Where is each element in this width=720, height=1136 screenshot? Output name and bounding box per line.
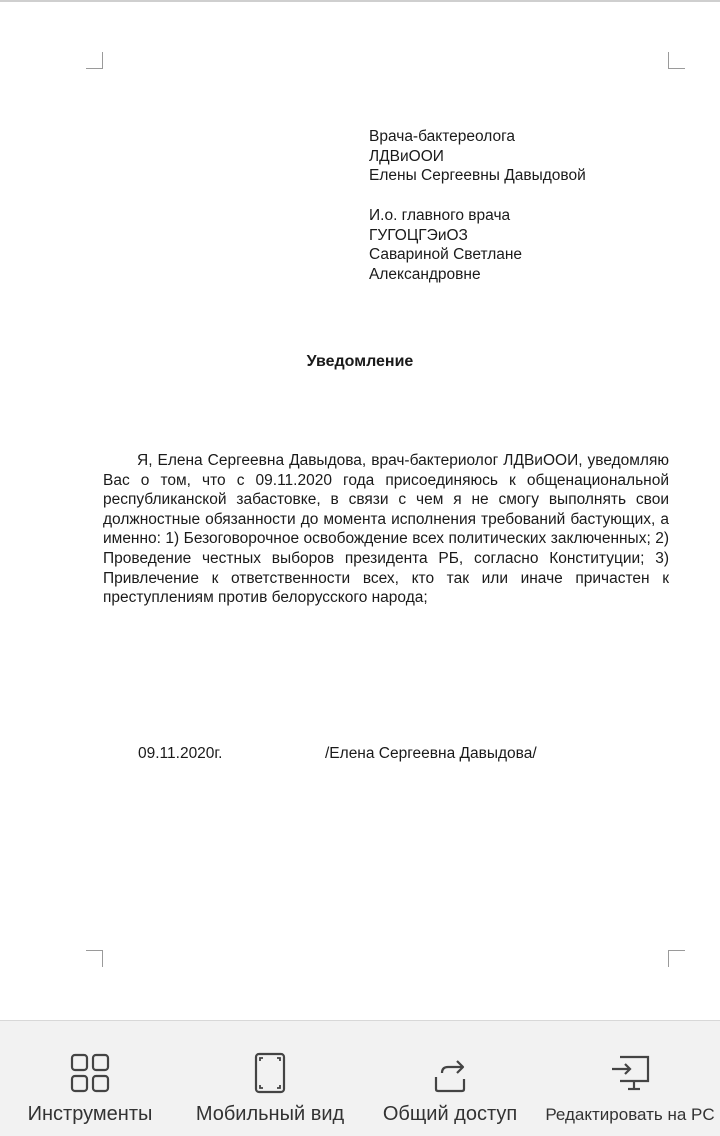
addressee-to-line: ГУГОЦГЭиОЗ bbox=[369, 226, 468, 244]
addressee-from-block bbox=[369, 127, 586, 186]
addressee-from-line: ЛДВиООИ bbox=[369, 147, 444, 165]
document-page[interactable] bbox=[0, 2, 720, 1020]
bottom-toolbar bbox=[0, 1020, 720, 1136]
document-signature: /Елена Сергеевна Давыдова/ bbox=[325, 745, 537, 762]
share-icon bbox=[428, 1051, 472, 1095]
tools-button[interactable] bbox=[0, 1021, 180, 1136]
crop-mark-bottom-left bbox=[86, 950, 103, 967]
mobile-view-button[interactable] bbox=[180, 1021, 360, 1136]
mobile-view-label: Мобильный вид bbox=[195, 1103, 345, 1125]
document-date: 09.11.2020г. bbox=[138, 745, 223, 762]
document-title: Уведомление bbox=[306, 353, 414, 370]
crop-mark-bottom-right bbox=[668, 950, 685, 967]
edit-on-pc-label: Редактировать на PC bbox=[545, 1105, 715, 1124]
crop-mark-top-left bbox=[86, 52, 103, 69]
addressee-from-line: Врача-бактереолога bbox=[369, 128, 516, 145]
addressee-to-block bbox=[369, 206, 522, 284]
tools-grid-icon bbox=[68, 1051, 112, 1095]
mobile-view-icon bbox=[248, 1051, 292, 1095]
addressee-to-line: Савариной Светлане bbox=[369, 246, 523, 263]
crop-mark-top-right bbox=[668, 52, 685, 69]
share-button[interactable] bbox=[365, 1021, 535, 1136]
tools-label: Инструменты bbox=[27, 1103, 153, 1125]
edit-on-pc-icon bbox=[608, 1051, 652, 1095]
addressee-to-line: И.о. главного врача bbox=[369, 207, 511, 224]
document-body-paragraph: Я, Елена Сергеевна Давыдова, врач-бактериолог ЛДВиООИ, уведомляю Вас о том, что с 09.11.2020 года присоединяюсь к общенациональной республиканской забастовке, в связи с чем я не смогу выполнять свои должностные обязанности до момента исполнения требований бастующих, а именно: 1) Безоговорочное освобождение всех политических заключенных; 2) Проведение честных выборов президента РБ, согласно Конституции; 3) Привлечение к ответственности всех, кто так или иначе причастен к преступлениям против белорусского народа; bbox=[103, 452, 669, 607]
addressee-to-line: Александровне bbox=[369, 265, 481, 283]
share-label: Общий доступ bbox=[382, 1103, 518, 1125]
edit-on-pc-button[interactable] bbox=[540, 1021, 720, 1136]
addressee-from-line: Елены Сергеевны Давыдовой bbox=[369, 167, 586, 184]
